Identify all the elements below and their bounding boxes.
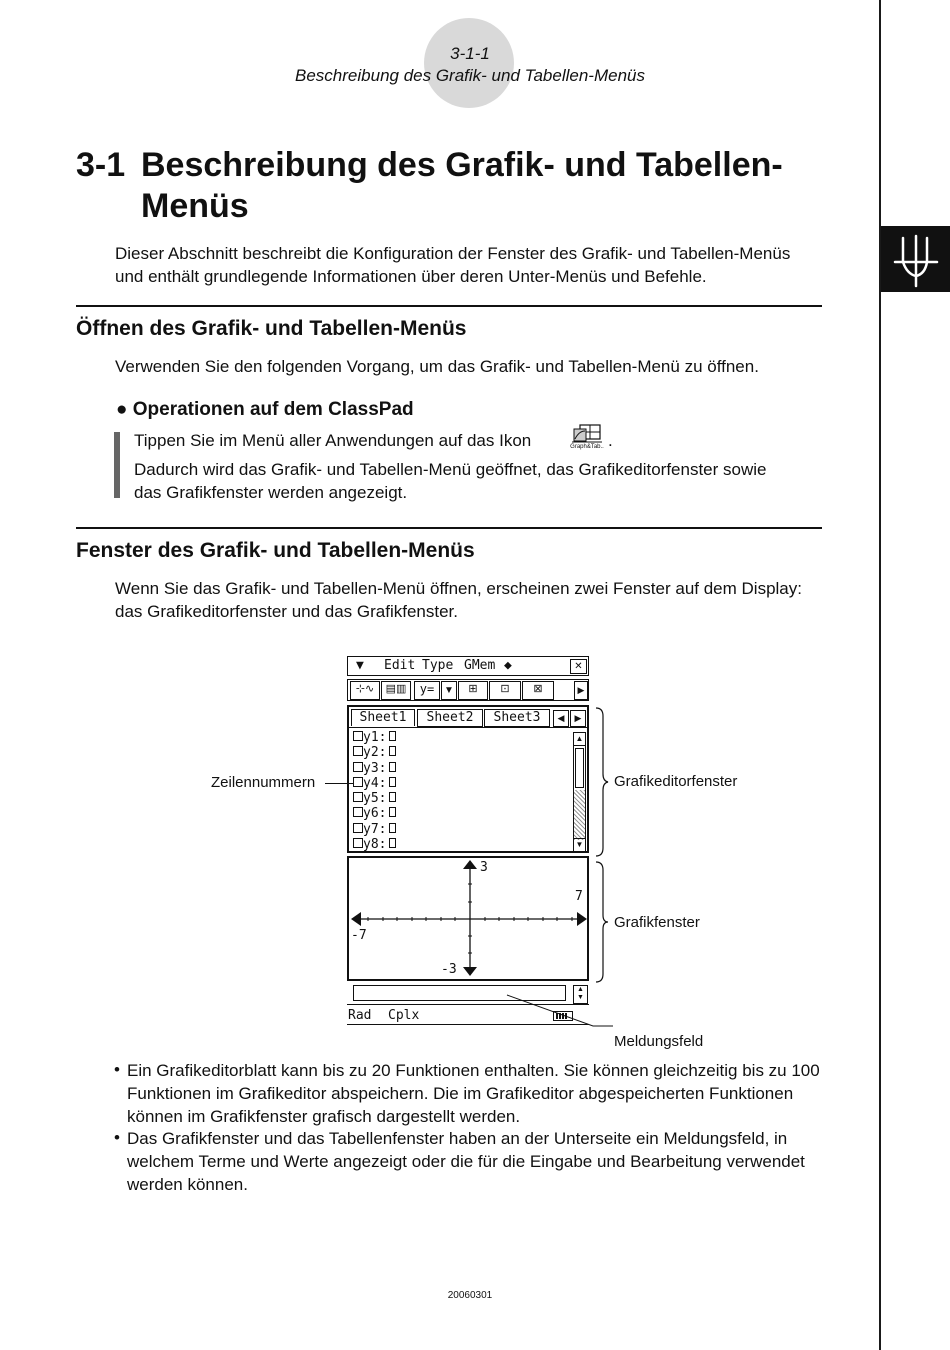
step-line2: Dadurch wird das Grafik- und Tabellen-Menü geöffnet, das Grafikeditorfenster sowie: [134, 460, 767, 479]
ymin-label: -3: [441, 962, 457, 977]
callout-row-numbers: Zeilennummern: [211, 774, 316, 791]
scroll-down-icon[interactable]: ▼: [575, 840, 584, 849]
toolbar: [347, 679, 589, 701]
menu-gmem[interactable]: GMem: [464, 658, 496, 673]
graph-window[interactable]: [347, 856, 589, 981]
section2-line2: das Grafikeditorfenster und das Grafikfenster.: [115, 602, 459, 621]
tab-scroll-left-icon[interactable]: ◀: [553, 710, 569, 727]
section2-title: Fenster des Grafik- und Tabellen-Menüs: [76, 539, 475, 562]
chapter-title-line1: Beschreibung des Grafik- und Tabellen-: [141, 146, 783, 184]
callout-graph-window: Grafikfenster: [614, 914, 700, 931]
row-label: y1:: [363, 730, 387, 745]
function-row[interactable]: [353, 761, 396, 776]
chevron-down-icon[interactable]: ▼: [441, 681, 457, 700]
page-number: 3-1-1: [450, 44, 490, 63]
graph-editor-window: [347, 705, 589, 853]
section-rule: [76, 527, 822, 529]
bullet2-line1: Das Grafikfenster und das Tabellenfenster haben an der Unterseite ein Meldungsfeld, in: [127, 1129, 788, 1148]
graph-table-app-icon[interactable]: [566, 423, 608, 453]
bullet1-line1: Ein Grafikeditorblatt kann bis zu 20 Funktionen enthalten. Sie können gleichzeitig bis zu 100: [127, 1061, 820, 1080]
row-label: y3:: [363, 760, 387, 776]
menu-dropdown-icon[interactable]: ▼: [356, 658, 364, 673]
section1-text: Verwenden Sie den folgenden Vorgang, um das Grafik- und Tabellen-Menü zu öffnen.: [115, 357, 759, 376]
bullet2-line2: welchem Terme und Werte angezeigt oder die für die Eingabe und Bearbeitung verwendet: [127, 1152, 805, 1171]
row-label: y6:: [363, 806, 387, 822]
callout-message-box: Meldungsfeld: [614, 1033, 704, 1050]
menu-type[interactable]: Type: [422, 658, 454, 673]
tab-sheet1[interactable]: Sheet1: [351, 709, 415, 726]
row-label: y7:: [363, 821, 387, 837]
function-row[interactable]: [353, 791, 396, 806]
step-line1: Tippen Sie im Menü aller Anwendungen auf das Ikon: [134, 431, 532, 450]
toolbar-next-icon[interactable]: ▶: [574, 681, 588, 700]
editor-scrollbar[interactable]: [573, 732, 586, 852]
function-row[interactable]: [353, 837, 396, 852]
y-equals-selector[interactable]: y=: [414, 681, 440, 700]
row-label: y5:: [363, 791, 387, 807]
menu-edit[interactable]: Edit: [384, 658, 416, 673]
step-line1-end: .: [608, 431, 613, 450]
graph-brace: [594, 860, 610, 984]
callout-line: [325, 783, 353, 784]
view-window-icon[interactable]: ⊠: [522, 681, 554, 700]
row-label: y8:: [363, 837, 387, 853]
zoom-box-icon[interactable]: ⊞: [458, 681, 488, 700]
footer-code: 20060301: [447, 1290, 493, 1301]
close-icon[interactable]: ✕: [570, 659, 587, 674]
function-row[interactable]: [353, 745, 396, 760]
running-title: Beschreibung des Grafik- und Tabellen-Menüs: [295, 66, 645, 85]
intro-line1: Dieser Abschnitt beschreibt die Konfiguration der Fenster des Grafik- und Tabellen-Menüs: [115, 244, 791, 263]
step-bar: [114, 432, 120, 498]
row-label: y2:: [363, 745, 387, 761]
sheet-tabs: [349, 707, 587, 728]
step-line3: das Grafikfenster werden angezeigt.: [134, 483, 408, 502]
function-list: [353, 730, 396, 852]
scroll-track: [574, 790, 585, 840]
bullet-dot: •: [114, 1060, 120, 1079]
menu-bar: [347, 656, 589, 676]
ymax-label: 3: [480, 860, 488, 875]
menu-more-icon[interactable]: ◆: [504, 658, 512, 673]
classpad-screen: [346, 655, 592, 1027]
chapter-number: 3-1: [76, 146, 126, 184]
section1-title: Öffnen des Grafik- und Tabellen-Menüs: [76, 317, 467, 340]
tab-sheet2[interactable]: Sheet2: [417, 709, 483, 727]
graph-axes: [349, 858, 587, 979]
status-mode: Cplx: [388, 1008, 420, 1023]
editor-brace: [594, 706, 610, 858]
chapter-tab: [881, 226, 950, 292]
section2-line1: Wenn Sie das Grafik- und Tabellen-Menü öffnen, erscheinen zwei Fenster auf dem Display:: [115, 579, 802, 598]
function-row[interactable]: [353, 822, 396, 837]
trace-icon[interactable]: ⊡: [489, 681, 521, 700]
intro-line2: und enthält grundlegende Informationen über deren Unter-Menüs und Befehle.: [115, 267, 707, 286]
graph-chapter-icon: [881, 226, 950, 292]
bullet1-line2: Funktionen im Grafikeditor abspeichern. Die im Grafikeditor abgespeicherten Funktionen: [127, 1084, 794, 1103]
scroll-thumb[interactable]: [575, 748, 584, 788]
operations-heading: ● Operationen auf dem ClassPad: [116, 399, 414, 420]
icon-caption: Graph&Tab..: [570, 444, 604, 450]
bullet1-line3: können im Grafikfenster grafisch dargestellt werden.: [127, 1107, 521, 1126]
scroll-up-icon[interactable]: ▲: [574, 733, 585, 746]
function-row[interactable]: [353, 806, 396, 821]
bullet-dot: •: [114, 1128, 120, 1147]
graph-tool-icon[interactable]: ⊹∿: [350, 681, 380, 700]
table-tool-icon[interactable]: ▤▥: [381, 681, 411, 700]
message-callout-line: [505, 993, 615, 1033]
section-rule: [76, 305, 822, 307]
margin-line: [879, 0, 881, 1350]
bullet2-line3: werden können.: [127, 1175, 248, 1194]
status-angle: Rad: [348, 1008, 372, 1023]
function-row[interactable]: [353, 730, 396, 745]
chapter-title-line2: Menüs: [141, 187, 249, 225]
tab-scroll-right-icon[interactable]: ▶: [570, 710, 586, 727]
xmin-label: -7: [351, 928, 367, 943]
function-row[interactable]: [353, 776, 396, 791]
xmax-label: 7: [575, 889, 583, 904]
callout-editor-window: Grafikeditorfenster: [614, 773, 738, 790]
row-label: y4:: [363, 775, 387, 791]
operations-heading-text: Operationen auf dem ClassPad: [132, 399, 414, 420]
message-scroll-icon[interactable]: ▲ ▼: [573, 985, 588, 1004]
tab-sheet3[interactable]: Sheet3: [484, 709, 550, 727]
